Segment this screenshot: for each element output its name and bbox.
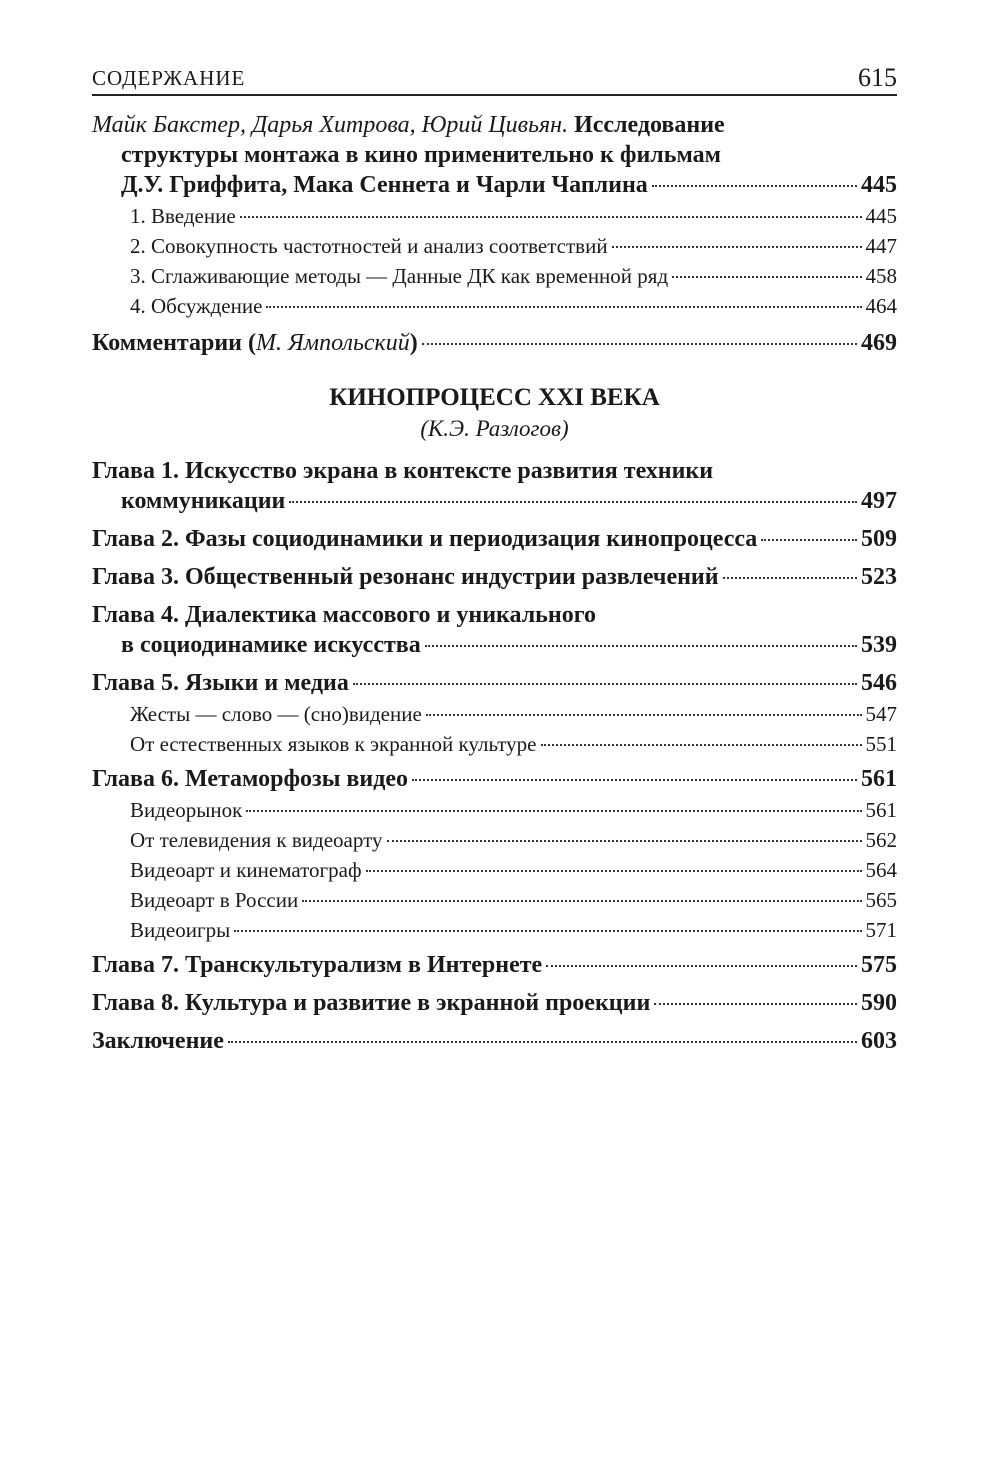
leader-dots: [612, 246, 862, 248]
entry-page: 590: [861, 990, 897, 1016]
subentry-page: 551: [865, 732, 897, 756]
entry-page: 523: [861, 564, 897, 590]
leader-dots: [425, 645, 857, 647]
toc-entry-comments[interactable]: [92, 330, 897, 362]
leader-dots: [422, 343, 857, 345]
conclusion-label: Заключение: [92, 1028, 224, 1054]
leader-dots: [240, 216, 862, 218]
subentry-page: 447: [865, 234, 897, 258]
toc-entry-chapter-6[interactable]: [92, 766, 897, 798]
section-author: (К.Э. Разлогов): [420, 416, 569, 441]
toc-entry-chapter-3[interactable]: [92, 564, 897, 596]
leader-dots: [289, 501, 857, 503]
toc-entry-chapter-8[interactable]: [92, 990, 897, 1022]
toc-subentry[interactable]: [92, 732, 897, 762]
subentry-label: 1. Введение: [130, 204, 236, 228]
entry-page: 539: [861, 632, 897, 658]
toc-subentry[interactable]: [92, 204, 897, 234]
leader-dots: [761, 539, 857, 541]
toc-subentry[interactable]: [92, 888, 897, 918]
running-title: СОДЕРЖАНИЕ: [92, 66, 246, 90]
subentry-page: 561: [865, 798, 897, 822]
chapter-label: Глава 8. Культура и развитие в экранной проекции: [92, 990, 651, 1016]
subentry-label: Видеорынок: [130, 798, 243, 822]
toc-entry-chapter-4[interactable]: [92, 632, 897, 664]
toc-entry-chapter-7[interactable]: [92, 952, 897, 984]
subentry-label: От естественных языков к экранной культуре: [130, 732, 537, 756]
toc-entry-study[interactable]: [92, 172, 897, 204]
entry-page: 469: [861, 330, 897, 356]
subentry-page: 547: [865, 702, 897, 726]
comments-author: М. Ямпольский: [256, 330, 410, 356]
entry-page: 575: [861, 952, 897, 978]
chapter-label: Глава 2. Фазы социодинамики и периодизация кинопроцесса: [92, 526, 758, 552]
page-number: 615: [858, 63, 897, 92]
study-title-part1: Исследование: [574, 112, 725, 138]
table-of-contents: [92, 112, 897, 1060]
subentry-label: Жесты — слово — (сно)видение: [130, 702, 422, 726]
subentry-page: 564: [865, 858, 897, 882]
entry-page: 561: [861, 766, 897, 792]
toc-subentry[interactable]: [92, 702, 897, 732]
subentry-label: От телевидения к видеоарту: [130, 828, 383, 852]
section-title: КИНОПРОЦЕСС XXI ВЕКА: [329, 384, 660, 411]
subentry-page: 571: [865, 918, 897, 942]
chapter-label: Глава 6. Метаморфозы видео: [92, 766, 409, 792]
leader-dots: [652, 185, 857, 187]
subentry-label: Видеоигры: [130, 918, 231, 942]
chapter-label: Глава 7. Транскультурализм в Интернете: [92, 952, 543, 978]
toc-entry-study-line1: [92, 112, 897, 142]
chapter-label: Глава 3. Общественный резонанс индустрии развлечений: [92, 564, 719, 590]
toc-subentry[interactable]: [92, 264, 897, 294]
entry-page: 546: [861, 670, 897, 696]
subentry-page: 445: [865, 204, 897, 228]
leader-dots: [246, 810, 861, 812]
chapter-4-line2: в социодинамике искусства: [121, 632, 421, 658]
subentry-label: 4. Обсуждение: [130, 294, 263, 318]
comments-label: Комментарии (М. Ямпольский): [92, 330, 418, 356]
toc-subentry[interactable]: [92, 858, 897, 888]
leader-dots: [723, 577, 857, 579]
entry-page: 509: [861, 526, 897, 552]
study-authors: Майк Бакстер, Дарья Хитрова, Юрий Цивьян.: [92, 112, 569, 138]
toc-entry-conclusion[interactable]: [92, 1028, 897, 1060]
toc-subentry[interactable]: [92, 828, 897, 858]
leader-dots: [672, 276, 861, 278]
toc-entry-chapter-1[interactable]: [92, 488, 897, 520]
chapter-1-line2: коммуникации: [121, 488, 286, 514]
study-title-part3: Д.У. Гриффита, Мака Сеннета и Чарли Чаплина: [121, 172, 648, 198]
chapter-1-line1: Глава 1. Искусство экрана в контексте развития техники: [92, 458, 714, 484]
toc-subentry[interactable]: [92, 918, 897, 948]
entry-page: 497: [861, 488, 897, 514]
running-header: [92, 58, 897, 96]
entry-page: 603: [861, 1028, 897, 1054]
subentry-label: Видеоарт в России: [130, 888, 299, 912]
leader-dots: [546, 965, 857, 967]
leader-dots: [541, 744, 862, 746]
toc-subentry[interactable]: [92, 234, 897, 264]
leader-dots: [426, 714, 862, 716]
subentry-label: 2. Совокупность частотностей и анализ соответствий: [130, 234, 608, 258]
leader-dots: [266, 306, 861, 308]
toc-entry-chapter-5[interactable]: [92, 670, 897, 702]
leader-dots: [234, 930, 861, 932]
subentry-page: 458: [865, 264, 897, 288]
leader-dots: [302, 900, 861, 902]
leader-dots: [387, 840, 862, 842]
subentry-label: Видеоарт и кинематограф: [130, 858, 362, 882]
toc-subentry[interactable]: [92, 798, 897, 828]
subentry-page: 562: [865, 828, 897, 852]
leader-dots: [654, 1003, 857, 1005]
subentry-label: 3. Сглаживающие методы — Данные ДК как временной ряд: [130, 264, 669, 288]
leader-dots: [353, 683, 857, 685]
entry-page: 445: [861, 172, 897, 198]
study-title-part2: структуры монтажа в кино применительно к фильмам: [121, 142, 721, 168]
leader-dots: [228, 1041, 857, 1043]
chapter-label: Глава 5. Языки и медиа: [92, 670, 349, 696]
leader-dots: [412, 779, 857, 781]
chapter-4-line1: Глава 4. Диалектика массового и уникального: [92, 602, 596, 628]
subentry-page: 464: [865, 294, 897, 318]
subentry-page: 565: [865, 888, 897, 912]
toc-subentry[interactable]: [92, 294, 897, 324]
leader-dots: [366, 870, 862, 872]
toc-entry-chapter-2[interactable]: [92, 526, 897, 558]
